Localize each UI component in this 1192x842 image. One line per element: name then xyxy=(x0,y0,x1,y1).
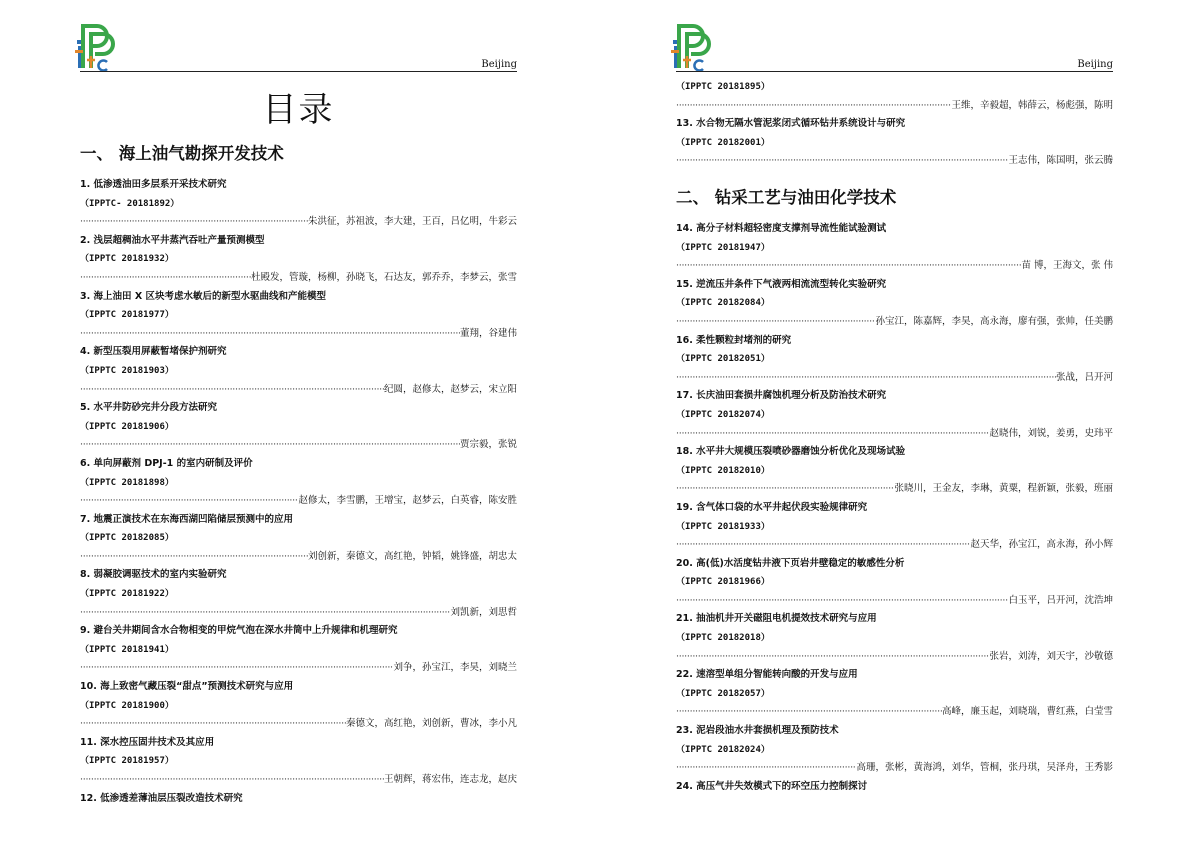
entry-authors: 杜殿发，管璇，杨柳，孙晓飞，石达友，郭乔乔，李梦云，张雪 xyxy=(250,271,517,283)
entry-title: 8. 弱凝胶调驱技术的室内实验研究 xyxy=(80,569,227,581)
leader-dots xyxy=(80,548,308,567)
leader-dots xyxy=(676,759,856,778)
leader-dots xyxy=(80,604,450,623)
entry-title: 19. 含气体口袋的水平井起伏段实验规律研究 xyxy=(676,501,868,513)
entry-authors: 董翔，谷建伟 xyxy=(459,327,517,339)
toc-entry xyxy=(676,220,1113,276)
entry-code: （IPPTC 20181957） xyxy=(80,756,174,767)
leader-dots xyxy=(676,152,1008,171)
toc-entry xyxy=(80,288,517,344)
toc-entry xyxy=(676,499,1113,555)
leader-dots xyxy=(80,269,251,288)
entry-authors-line xyxy=(80,269,517,288)
entry-code: （IPPTC 20182085） xyxy=(80,533,174,544)
entry-code: （IPPTC 20181941） xyxy=(80,644,174,655)
leader-dots xyxy=(676,425,989,444)
header-rule xyxy=(676,71,1113,72)
entry-code: （IPPTC 20181903） xyxy=(80,365,174,376)
entry-authors-line xyxy=(80,381,517,400)
entry-title: 9. 避台关井期间含水合物相变的甲烷气泡在深水井筒中上升规律和机理研究 xyxy=(80,625,398,637)
entry-authors-line xyxy=(80,213,517,232)
entry-code: （IPPTC- 20181892） xyxy=(80,198,180,209)
entry-title: 22. 速溶型单组分智能转向酸的开发与应用 xyxy=(676,669,858,681)
entry-authors: 贾宗毅，张锐 xyxy=(459,439,517,451)
toc-entry xyxy=(676,610,1113,666)
leader-dots xyxy=(676,313,875,332)
entry-title: 4. 新型压裂用屏蔽暂堵保护剂研究 xyxy=(80,346,227,358)
right-toc-list xyxy=(676,220,1113,796)
entry-title: 11. 深水控压固井技术及其应用 xyxy=(80,736,215,748)
entry-code: （IPPTC 20182057） xyxy=(676,688,770,699)
entry-authors: 高珊，张彬，黄海鸿，刘华，管桐，张丹琪，吴泽舟，王秀影 xyxy=(856,762,1113,774)
leader-dots xyxy=(80,325,460,344)
entry-authors-line xyxy=(676,257,1113,276)
leader-dots xyxy=(80,381,384,400)
toc-entry xyxy=(676,78,1113,115)
section-title-2: 二、 钻采工艺与油田化学技术 xyxy=(676,188,897,207)
toc-entry xyxy=(676,778,1113,797)
entry-authors-line xyxy=(676,152,1113,171)
entry-authors: 赵天华，孙宝江，高永海，孙小辉 xyxy=(970,539,1113,551)
entry-title: 6. 单向屏蔽剂 DPJ-1 的室内研制及评价 xyxy=(80,457,253,469)
entry-title: 1. 低渗透油田多层系开采技术研究 xyxy=(80,179,227,190)
leader-dots xyxy=(676,648,989,667)
entry-code: （IPPTC 20182010） xyxy=(676,465,770,476)
entry-authors: 张战，吕开河 xyxy=(1055,371,1113,383)
entry-code: （IPPTC 20181947） xyxy=(676,242,770,253)
leader-dots xyxy=(676,97,951,116)
leader-dots xyxy=(676,592,1008,611)
toc-entry xyxy=(676,666,1113,722)
toc-entry xyxy=(80,455,517,511)
entry-title: 16. 柔性颗粒封堵剂的研究 xyxy=(676,334,792,346)
entry-code: （IPPTC 20182001） xyxy=(676,137,770,148)
entry-authors: 朱洪征，苏祖波，李大建，王百，吕亿明，牛彩云 xyxy=(307,216,517,228)
entry-authors-line xyxy=(676,592,1113,611)
toc-title: 目录 xyxy=(262,90,335,130)
entry-title: 3. 海上油田 X 区块考虑水敏后的新型水驱曲线和产能模型 xyxy=(80,290,326,302)
entry-authors-line xyxy=(80,659,517,678)
entry-code: （IPPTC 20181932） xyxy=(80,254,174,265)
toc-entry xyxy=(80,343,517,399)
leader-dots xyxy=(80,436,460,455)
entry-authors: 王维，辛毅超，韩薛云，杨彪强，陈明 xyxy=(951,99,1113,111)
entry-title: 14. 高分子材料超轻密度支撑剂导流性能试验测试 xyxy=(676,223,887,234)
toc-entry xyxy=(676,115,1113,171)
leader-dots xyxy=(676,480,894,499)
entry-authors-line xyxy=(676,648,1113,667)
entry-title: 24. 高压气井失效模式下的环空压力控制探讨 xyxy=(676,780,868,792)
toc-entry xyxy=(80,790,517,809)
entry-title: 15. 逆流压井条件下气液两相流流型转化实验研究 xyxy=(676,278,887,290)
entry-title: 17. 长庆油田套损井腐蚀机理分析及防治技术研究 xyxy=(676,390,887,402)
entry-authors: 孙宝江，陈嘉辉，李昊，高永海，廖有强，张帅，任美鹏 xyxy=(875,315,1113,327)
leader-dots xyxy=(80,771,384,790)
toc-entry xyxy=(80,734,517,790)
entry-authors-line xyxy=(676,480,1113,499)
leader-dots xyxy=(80,492,298,511)
toc-entry xyxy=(676,332,1113,388)
leader-dots xyxy=(80,715,346,734)
toc-entry xyxy=(676,276,1113,332)
entry-title: 5. 水平井防砂完井分段方法研究 xyxy=(80,402,218,414)
entry-authors: 刘创新，秦德文，高红艳，钟韬，姚锋盛，胡忠太 xyxy=(307,550,517,562)
entry-code: （IPPTC 20181966） xyxy=(676,577,770,588)
entry-authors: 赵修太，李雪鹏，王增宝，赵梦云，白英睿，陈安胜 xyxy=(298,495,517,507)
toc-entry xyxy=(80,566,517,622)
entry-authors: 苗 博，王海文，张 伟 xyxy=(1021,260,1113,272)
toc-entry xyxy=(80,511,517,567)
entry-code: （IPPTC 20182084） xyxy=(676,298,770,309)
entry-code: （IPPTC 20182024） xyxy=(676,744,770,755)
entry-authors-line xyxy=(676,536,1113,555)
leader-dots xyxy=(676,536,970,555)
toc-entry xyxy=(676,443,1113,499)
toc-entry xyxy=(80,232,517,288)
entry-code: （IPPTC 20182074） xyxy=(676,409,770,420)
entry-code: （IPPTC 20181977） xyxy=(80,310,174,321)
toc-entry xyxy=(676,387,1113,443)
header-rule xyxy=(80,71,517,72)
entry-title: 21. 抽油机井开关磁阻电机提效技术研究与应用 xyxy=(676,613,877,625)
leader-dots xyxy=(676,369,1056,388)
entry-authors-line xyxy=(80,715,517,734)
entry-authors-line xyxy=(676,425,1113,444)
entry-authors: 张岩，刘涛，刘天宇，沙敬德 xyxy=(989,650,1113,662)
entry-title: 2. 浅层超稠油水平井蒸汽吞吐产量预测模型 xyxy=(80,234,265,246)
toc-entry xyxy=(80,399,517,455)
entry-authors: 纪圆，赵修太，赵梦云，宋立阳 xyxy=(383,383,517,395)
header-city: Beijing xyxy=(481,59,517,70)
entry-authors: 王志伟，陈国明，张云腾 xyxy=(1008,155,1113,167)
entry-title: 23. 泥岩段油水井套损机理及预防技术 xyxy=(676,725,839,737)
entry-authors: 刘争，孙宝江，李昊，刘晓兰 xyxy=(393,662,517,674)
entry-code: （IPPTC 20181895） xyxy=(676,82,770,92)
entry-authors: 王朝辉，蒋宏伟，连志龙，赵庆 xyxy=(383,774,517,785)
toc-entry xyxy=(676,722,1113,778)
leader-dots xyxy=(676,703,942,722)
header-city: Beijing xyxy=(1077,59,1113,70)
entry-title: 10. 海上致密气藏压裂“甜点”预测技术研究与应用 xyxy=(80,681,294,693)
entry-authors-line xyxy=(80,604,517,623)
entry-authors-line xyxy=(80,548,517,567)
ipptc-logo xyxy=(73,20,121,72)
leader-dots xyxy=(80,213,308,232)
entry-code: （IPPTC 20181906） xyxy=(80,421,174,432)
entry-authors: 张晓川，王金友，李琳，黄粟，程新颖，张毅，班丽 xyxy=(894,483,1113,495)
right-page xyxy=(596,0,1192,842)
entry-authors-line xyxy=(676,759,1113,778)
toc-entry xyxy=(80,176,517,232)
toc-entry xyxy=(80,678,517,734)
toc-entry xyxy=(676,555,1113,611)
entry-title: 20. 高(低)水活度钻井液下页岩井壁稳定的敏感性分析 xyxy=(676,557,905,569)
entry-code: （IPPTC 20181898） xyxy=(80,477,174,488)
entry-authors-line xyxy=(676,313,1113,332)
entry-code: （IPPTC 20181900） xyxy=(80,700,174,711)
entry-authors-line xyxy=(676,369,1113,388)
entry-title: 12. 低渗透差薄油层压裂改造技术研究 xyxy=(80,792,243,804)
ipptc-logo xyxy=(669,20,717,72)
entry-authors-line xyxy=(80,436,517,455)
entry-authors: 高峰，廉玉起，刘晓瑞，曹红燕，白莹雪 xyxy=(941,706,1113,718)
entry-authors-line xyxy=(80,492,517,511)
entry-authors: 秦德文，高红艳，刘创新，曹冰，李小凡 xyxy=(345,718,517,730)
entry-code: （IPPTC 20182018） xyxy=(676,633,770,644)
leader-dots xyxy=(80,659,393,678)
entry-title: 18. 水平井大规模压裂喷砂器磨蚀分析优化及现场试验 xyxy=(676,446,906,458)
entry-title: 13. 水合物无隔水管泥浆闭式循环钻井系统设计与研究 xyxy=(676,118,906,130)
entry-authors: 白玉平，吕开河，沈浩坤 xyxy=(1008,594,1113,606)
right-continued-list xyxy=(676,78,1113,171)
entry-title: 7. 地震正演技术在东海西湖凹陷储层预测中的应用 xyxy=(80,513,294,525)
entry-code: （IPPTC 20181922） xyxy=(80,589,174,600)
entry-authors-line xyxy=(80,771,517,790)
toc-entry xyxy=(80,622,517,678)
left-toc-list xyxy=(80,176,517,808)
entry-code: （IPPTC 20181933） xyxy=(676,521,770,532)
entry-authors-line xyxy=(676,97,1113,116)
section-title-1: 一、 海上油气勘探开发技术 xyxy=(80,144,284,163)
leader-dots xyxy=(676,257,1021,276)
entry-authors-line xyxy=(80,325,517,344)
entry-authors: 刘凯新，刘思哲 xyxy=(450,606,517,618)
entry-authors-line xyxy=(676,703,1113,722)
entry-authors: 赵晓伟，刘锐，姜勇，史玮平 xyxy=(989,427,1113,439)
entry-code: （IPPTC 20182051） xyxy=(676,354,770,365)
